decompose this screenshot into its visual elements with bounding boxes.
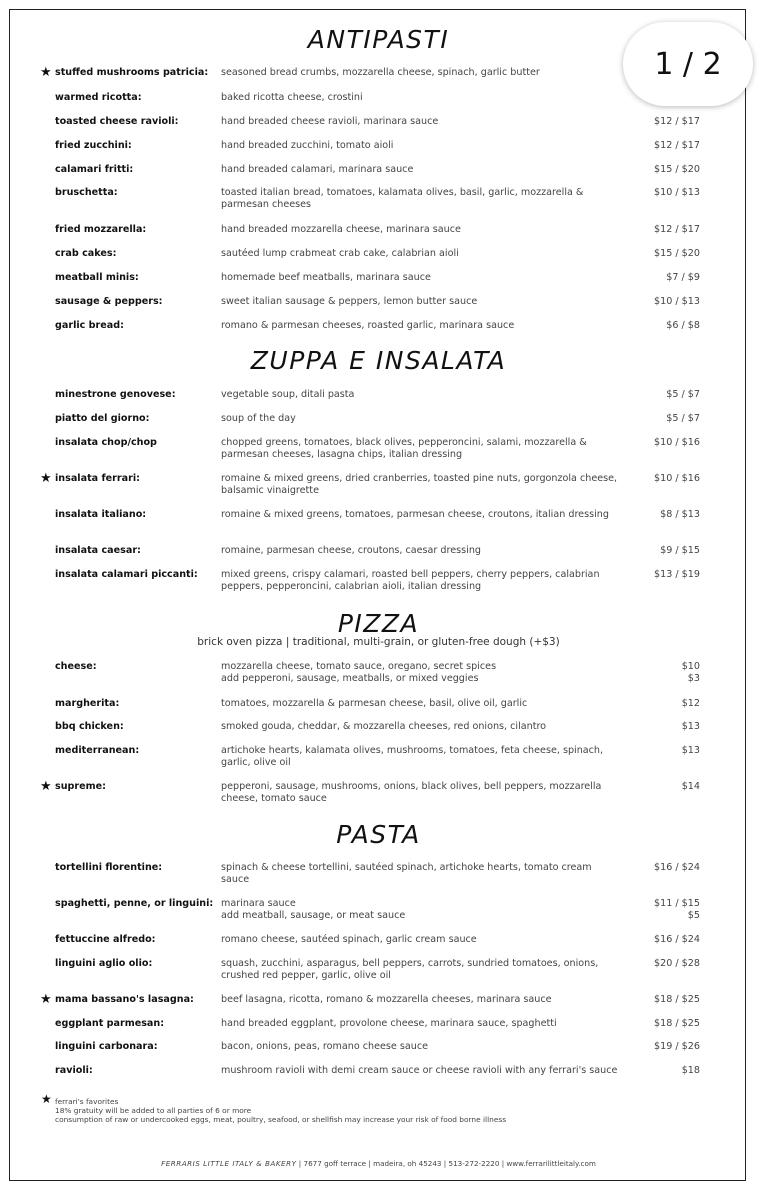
menu-item-name: margherita:: [55, 698, 120, 709]
menu-item-price: $13: [681, 745, 700, 756]
menu-item-description: beef lasagna, ricotta, romano & mozzarella cheeses, marinara sauce: [221, 994, 552, 1005]
section-title-zuppa: ZUPPA E INSALATA: [250, 346, 507, 375]
menu-item-description: hand breaded mozzarella cheese, marinara sauce: [221, 224, 461, 235]
menu-item-description: chopped greens, tomatoes, black olives, pepperoncini, salami, mozzarella & parmesan cheeses, lasagna chips, italian dressing: [221, 437, 587, 460]
menu-item-name: warmed ricotta:: [55, 92, 142, 103]
menu-item-price: $5 / $7: [666, 413, 700, 424]
menu-item-name: linguini carbonara:: [55, 1041, 158, 1052]
menu-item-name: insalata ferrari:: [55, 473, 140, 484]
menu-item-description: hand breaded eggplant, provolone cheese, marinara sauce, spaghetti: [221, 1018, 557, 1029]
menu-item-description: pepperoni, sausage, mushrooms, onions, black olives, bell peppers, mozzarella cheese, tomato sauce: [221, 781, 602, 804]
menu-item-name: bbq chicken:: [55, 721, 124, 732]
page-indicator[interactable]: 1 / 2: [623, 22, 753, 106]
menu-item-price: $7 / $9: [666, 272, 700, 283]
star-icon: ★: [40, 779, 52, 794]
footer-city: madeira, oh 45243: [373, 1159, 442, 1168]
footer-phone: 513-272-2220: [448, 1159, 500, 1168]
menu-item-price: $5 / $7: [666, 389, 700, 400]
menu-item-name: insalata chop/chop: [55, 437, 157, 448]
menu-item-description: vegetable soup, ditali pasta: [221, 389, 355, 400]
menu-item-name: garlic bread:: [55, 320, 124, 331]
menu-item-price: $10 $3: [681, 661, 700, 684]
gratuity-note: 18% gratuity will be added to all parties of 6 or more: [55, 1106, 252, 1115]
menu-item-name: toasted cheese ravioli:: [55, 116, 179, 127]
menu-item-name: mediterranean:: [55, 745, 140, 756]
menu-item-price: $9 / $15: [660, 545, 700, 556]
menu-item-price: $12: [681, 698, 700, 709]
menu-item-price: $10 / $16: [654, 473, 700, 484]
footer-address: 7677 goff terrace: [303, 1159, 367, 1168]
menu-item-name: crab cakes:: [55, 248, 117, 259]
menu-item-description: spinach & cheese tortellini, sautéed spinach, artichoke hearts, tomato cream sauce: [221, 862, 592, 885]
menu-item-description: hand breaded cheese ravioli, marinara sauce: [221, 116, 439, 127]
menu-item-name: stuffed mushrooms patricia:: [55, 67, 209, 78]
menu-item-price: $15 / $20: [654, 248, 700, 259]
menu-item-name: bruschetta:: [55, 187, 118, 198]
menu-item-name: spaghetti, penne, or linguini:: [55, 898, 214, 909]
menu-item-name: tortellini florentine:: [55, 862, 163, 873]
menu-item-price: $12 / $17: [654, 224, 700, 235]
menu-item-description: smoked gouda, cheddar, & mozzarella cheeses, red onions, cilantro: [221, 721, 547, 732]
menu-item-name: piatto del giorno:: [55, 413, 150, 424]
menu-item-price: $18 / $25: [654, 1018, 700, 1029]
menu-item-price: $6 / $8: [666, 320, 700, 331]
menu-item-description: seasoned bread crumbs, mozzarella cheese, spinach, garlic butter: [221, 67, 540, 78]
menu-item-description: homemade beef meatballs, marinara sauce: [221, 272, 431, 283]
menu-item-price: $13: [681, 721, 700, 732]
menu-item-description: mushroom ravioli with demi cream sauce or cheese ravioli with any ferrari's sauce: [221, 1065, 618, 1076]
menu-item-name: calamari fritti:: [55, 164, 134, 175]
section-title-pasta: PASTA: [336, 820, 421, 849]
menu-item-price: $12 / $17: [654, 140, 700, 151]
menu-item-name: fried mozzarella:: [55, 224, 147, 235]
menu-item-description: squash, zucchini, asparagus, bell peppers, carrots, sundried tomatoes, onions, crushed red pepper, garlic, olive oil: [221, 958, 599, 981]
menu-item-description: toasted italian bread, tomatoes, kalamata olives, basil, garlic, mozzarella & parmesan cheeses: [221, 187, 584, 210]
menu-item-name: supreme:: [55, 781, 106, 792]
menu-item-price: $8 / $13: [660, 509, 700, 520]
food-warning-note: consumption of raw or undercooked eggs, meat, poultry, seafood, or shellfish may increase your risk of food borne illness: [55, 1115, 507, 1124]
star-icon: ★: [41, 1092, 52, 1106]
menu-item-description: romaine & mixed greens, dried cranberries, toasted pine nuts, gorgonzola cheese, balsamic vinaigrette: [221, 473, 618, 496]
menu-item-name: insalata caesar:: [55, 545, 141, 556]
menu-item-description: sautéed lump crabmeat crab cake, calabrian aioli: [221, 248, 459, 259]
menu-item-price: $14: [681, 781, 700, 792]
menu-item-name: linguini aglio olio:: [55, 958, 153, 969]
menu-item-description: hand breaded zucchini, tomato aioli: [221, 140, 394, 151]
menu-item-name: cheese:: [55, 661, 97, 672]
menu-item-description: soup of the day: [221, 413, 296, 424]
section-title-antipasti: ANTIPASTI: [307, 25, 450, 54]
menu-item-name: fried zucchini:: [55, 140, 132, 151]
pizza-subtitle: brick oven pizza | traditional, multi-grain, or gluten-free dough (+$3): [197, 636, 560, 648]
menu-item-description: romaine & mixed greens, tomatoes, parmesan cheese, croutons, italian dressing: [221, 509, 609, 520]
star-icon: ★: [40, 65, 52, 80]
menu-item-price: $18 / $25: [654, 994, 700, 1005]
menu-item-price: $15 / $20: [654, 164, 700, 175]
menu-item-description: marinara sauce add meatball, sausage, or meat sauce: [221, 898, 406, 921]
menu-item-description: hand breaded calamari, marinara sauce: [221, 164, 414, 175]
menu-item-price: $16 / $24: [654, 862, 700, 873]
menu-item-name: fettuccine alfredo:: [55, 934, 156, 945]
menu-item-description: bacon, onions, peas, romano cheese sauce: [221, 1041, 428, 1052]
menu-item-description: baked ricotta cheese, crostini: [221, 92, 363, 103]
menu-item-description: romano & parmesan cheeses, roasted garlic, marinara sauce: [221, 320, 515, 331]
menu-item-price: $18: [681, 1065, 700, 1076]
footer: FERRARIS LITTLE ITALY & BAKERY | 7677 goff terrace | madeira, oh 45243 | 513-272-2220 | www.ferrarilittleitaly.com: [161, 1159, 596, 1168]
footer-brand: FERRARIS LITTLE ITALY & BAKERY: [161, 1159, 297, 1168]
footer-website[interactable]: www.ferrarilittleitaly.com: [506, 1159, 596, 1168]
menu-item-description: romano cheese, sautéed spinach, garlic cream sauce: [221, 934, 477, 945]
favorites-note: ferrari's favorites: [55, 1097, 119, 1106]
menu-item-description: mixed greens, crispy calamari, roasted bell peppers, cherry peppers, calabrian peppers, pepperoncini, calabrian aioli, italian dressing: [221, 569, 600, 592]
menu-item-price: $10 / $13: [654, 296, 700, 307]
star-icon: ★: [40, 471, 52, 486]
section-title-pizza: PIZZA: [337, 609, 420, 638]
menu-item-price: $13 / $19: [654, 569, 700, 580]
menu-item-name: eggplant parmesan:: [55, 1018, 165, 1029]
menu-item-name: insalata italiano:: [55, 509, 147, 520]
menu-item-description: sweet italian sausage & peppers, lemon butter sauce: [221, 296, 478, 307]
menu-item-price: $19 / $26: [654, 1041, 700, 1052]
menu-item-name: sausage & peppers:: [55, 296, 163, 307]
menu-item-name: meatball minis:: [55, 272, 139, 283]
menu-item-price: $16 / $24: [654, 934, 700, 945]
menu-item-price: $12 / $17: [654, 116, 700, 127]
star-icon: ★: [40, 992, 52, 1007]
menu-item-description: mozzarella cheese, tomato sauce, oregano, secret spices add pepperoni, sausage, meatballs, or mixed veggies: [221, 661, 497, 684]
menu-item-price: $20 / $28: [654, 958, 700, 969]
menu-item-description: romaine, parmesan cheese, croutons, caesar dressing: [221, 545, 481, 556]
menu-item-name: ravioli:: [55, 1065, 93, 1076]
menu-item-price: $10 / $16: [654, 437, 700, 448]
menu-item-price: $10 / $13: [654, 187, 700, 198]
menu-item-description: artichoke hearts, kalamata olives, mushrooms, tomatoes, feta cheese, spinach, garlic, olive oil: [221, 745, 604, 768]
menu-item-name: insalata calamari piccanti:: [55, 569, 198, 580]
menu-item-name: minestrone genovese:: [55, 389, 176, 400]
menu-item-price: $11 / $15 $5: [654, 898, 700, 921]
menu-item-description: tomatoes, mozzarella & parmesan cheese, basil, olive oil, garlic: [221, 698, 528, 709]
footnotes: [41, 1092, 507, 1124]
menu-item-name: mama bassano's lasagna:: [55, 994, 194, 1005]
